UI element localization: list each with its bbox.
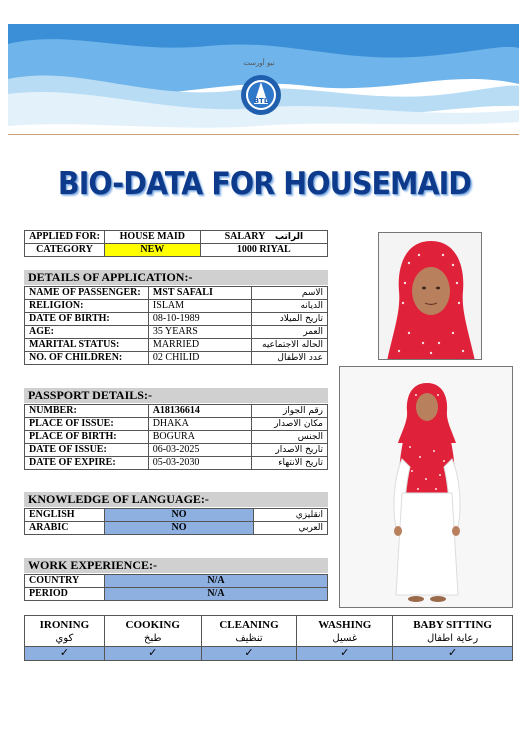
work-heading: WORK EXPERIENCE:- [24, 558, 328, 573]
row-label-ar: مكان الاصدار [252, 418, 328, 431]
row-value: N/A [104, 575, 327, 588]
skill-cooking-ar: طبخ [104, 632, 201, 647]
row-label: NO. OF CHILDREN: [25, 352, 149, 365]
row-label-ar: تاريخ الاصدار [252, 444, 328, 457]
row-label: PLACE OF ISSUE: [25, 418, 149, 431]
header-divider [8, 134, 519, 135]
row-value: A18136614 [148, 405, 251, 418]
application-heading: DETAILS OF APPLICATION:- [24, 270, 328, 285]
skill-cleaning: CLEANING [201, 616, 297, 633]
salary-label: SALARY [224, 231, 265, 242]
row-label: NUMBER: [25, 405, 149, 418]
logo-label: BTL [253, 97, 269, 105]
row-value: MST SAFALI [148, 287, 251, 300]
row-label-ar: الحاله الاجتماعيه [252, 339, 328, 352]
checkmark-icon: ✓ [104, 647, 201, 661]
row-label: ARABIC [25, 522, 105, 535]
table-row [25, 575, 328, 588]
row-label-ar: انقليزي [254, 509, 328, 522]
skill-cleaning-ar: تنظيف [201, 632, 297, 647]
table-row [25, 300, 328, 313]
row-value: N/A [104, 588, 327, 601]
row-label: ENGLISH [25, 509, 105, 522]
row-label-ar: العمر [252, 326, 328, 339]
company-logo [240, 74, 282, 116]
row-label: DATE OF EXPIRE: [25, 457, 149, 470]
checkmark-icon: ✓ [393, 647, 513, 661]
salary-value: 1000 RIYAL [200, 244, 327, 257]
table-row [25, 326, 328, 339]
passport-table [24, 404, 328, 470]
applied-for-table [24, 230, 328, 257]
table-row [25, 405, 328, 418]
row-label: NAME OF PASSENGER: [25, 287, 149, 300]
full-body-illustration [340, 367, 513, 608]
row-label-ar: عدد الاطفال [252, 352, 328, 365]
row-label-ar: تاريخ الانتهاء [252, 457, 328, 470]
skill-ironing-ar: كوي [25, 632, 105, 647]
row-label-ar: الاسم [252, 287, 328, 300]
row-label: DATE OF ISSUE: [25, 444, 149, 457]
skill-baby-sitting-ar: رعاية اطفال [393, 632, 513, 647]
table-row [25, 588, 328, 601]
row-value: 35 YEARS [148, 326, 251, 339]
applied-for-label: APPLIED FOR: [25, 231, 105, 244]
language-heading: KNOWLEDGE OF LANGUAGE:- [24, 492, 328, 507]
row-label-ar: الجنس [252, 431, 328, 444]
row-label: AGE: [25, 326, 149, 339]
checkmark-icon: ✓ [297, 647, 393, 661]
work-table [24, 574, 328, 601]
full-body-photo [339, 366, 513, 608]
skill-washing-ar: غسيل [297, 632, 393, 647]
row-value: 06-03-2025 [148, 444, 251, 457]
row-value: 08-10-1989 [148, 313, 251, 326]
row-value: 02 CHILID [148, 352, 251, 365]
row-label-ar: العربي [254, 522, 328, 535]
row-label: COUNTRY [25, 575, 105, 588]
skill-cooking: COOKING [104, 616, 201, 633]
logo-text: نيو أورست [243, 59, 275, 67]
skill-ironing: IRONING [25, 616, 105, 633]
portrait-photo [378, 232, 482, 360]
table-row [25, 522, 328, 535]
table-row [25, 457, 328, 470]
row-value: BOGURA [148, 431, 251, 444]
row-label-ar: رقم الجواز [252, 405, 328, 418]
skill-baby-sitting: BABY SITTING [393, 616, 513, 633]
row-label: RELIGION: [25, 300, 149, 313]
table-row [25, 287, 328, 300]
portrait-illustration [379, 233, 482, 360]
row-label-ar: الديانه [252, 300, 328, 313]
table-row [25, 339, 328, 352]
row-value: ISLAM [148, 300, 251, 313]
row-value: DHAKA [148, 418, 251, 431]
table-row [25, 418, 328, 431]
table-row [25, 444, 328, 457]
passport-heading: PASSPORT DETAILS:- [24, 388, 328, 403]
table-row [25, 313, 328, 326]
row-label: DATE OF BIRTH: [25, 313, 149, 326]
row-label: PERIOD [25, 588, 105, 601]
row-label-ar: تاريخ الميلاد [252, 313, 328, 326]
page-title: BIO-DATA FOR HOUSEMAID [57, 166, 472, 202]
row-label: MARITAL STATUS: [25, 339, 149, 352]
salary-label-cell [200, 231, 327, 244]
skill-washing: WASHING [297, 616, 393, 633]
skills-table [24, 615, 513, 661]
application-table [24, 286, 328, 365]
category-label: CATEGORY [25, 244, 105, 257]
salary-label-ar: الراتب [274, 232, 304, 242]
applied-for-value: HOUSE MAID [104, 231, 200, 244]
language-table [24, 508, 328, 535]
row-value: NO [104, 509, 253, 522]
table-row [25, 352, 328, 365]
category-value: NEW [104, 244, 200, 257]
row-label: PLACE OF BIRTH: [25, 431, 149, 444]
checkmark-icon: ✓ [25, 647, 105, 661]
table-row [25, 509, 328, 522]
row-value: MARRIED [148, 339, 251, 352]
table-row [25, 431, 328, 444]
row-value: 05-03-2030 [148, 457, 251, 470]
row-value: NO [104, 522, 253, 535]
checkmark-icon: ✓ [201, 647, 297, 661]
